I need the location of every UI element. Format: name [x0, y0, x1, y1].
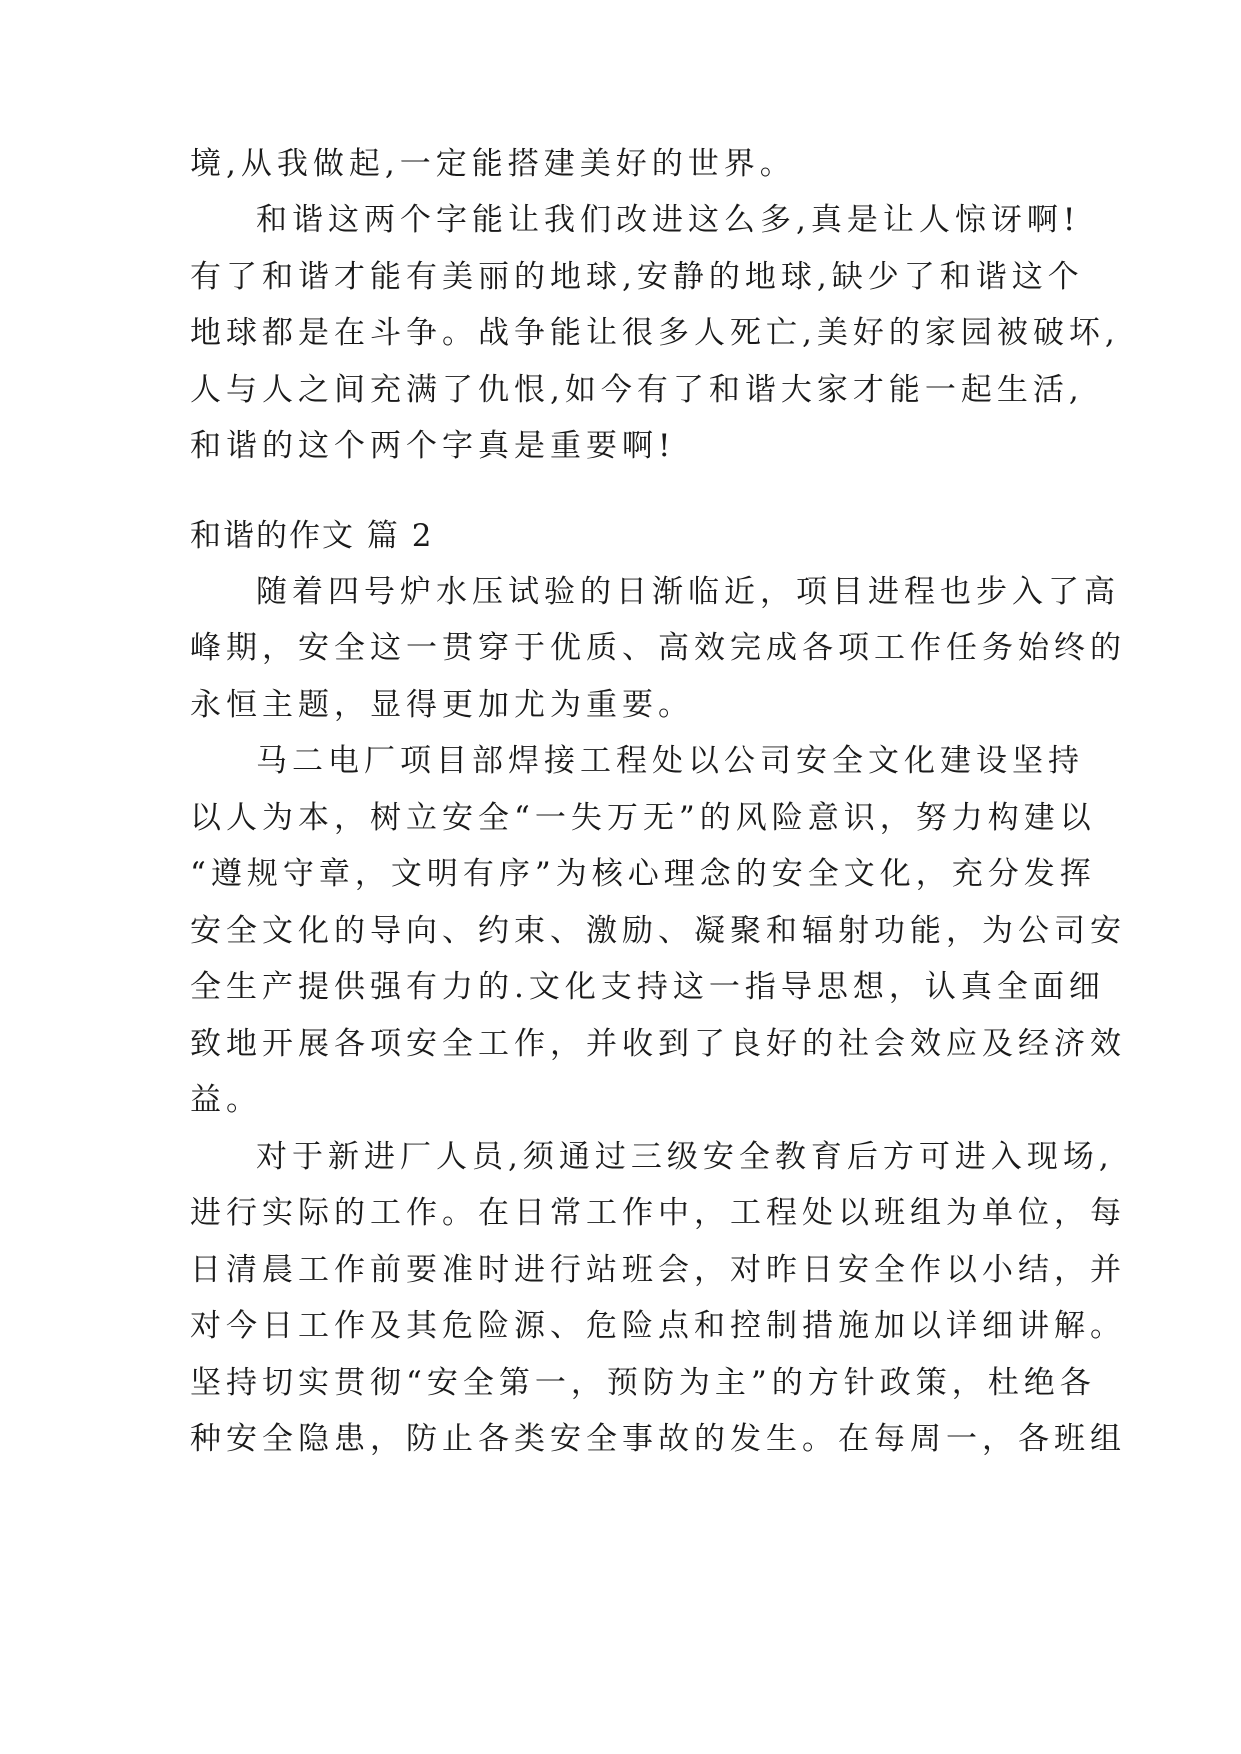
paragraph-line: 地球都是在斗争。战争能让很多人死亡,美好的家园被破坏,: [190, 315, 1120, 351]
paragraph-line: 马二电厂项目部焊接工程处以公司安全文化建设坚持: [256, 743, 1084, 779]
paragraph-line: 人与人之间充满了仇恨,如今有了和谐大家才能一起生活,: [190, 372, 1084, 408]
paragraph-line: 和谐这两个字能让我们改进这么多,真是让人惊讶啊!: [256, 202, 1081, 238]
paragraph-line: 随着四号炉水压试验的日渐临近，项目进程也步入了高: [256, 574, 1120, 610]
paragraph-line: 有了和谐才能有美丽的地球,安静的地球,缺少了和谐这个: [190, 259, 1084, 295]
paragraph-line: 和谐的这个两个字真是重要啊!: [190, 428, 676, 464]
paragraph-line: 境,从我做起,一定能搭建美好的世界。: [190, 146, 796, 182]
paragraph-line: 日清晨工作前要准时进行站班会，对昨日安全作以小结，并: [190, 1252, 1126, 1288]
paragraph-line: 种安全隐患，防止各类安全事故的发生。在每周一，各班组: [190, 1421, 1126, 1457]
paragraph-line: 峰期，安全这一贯穿于优质、高效完成各项工作任务始终的: [190, 630, 1126, 666]
paragraph-line: 全生产提供强有力的.文化支持这一指导思想，认真全面细: [190, 969, 1105, 1005]
paragraph-line: 对今日工作及其危险源、危险点和控制措施加以详细讲解。: [190, 1308, 1126, 1344]
paragraph-line: “遵规守章，文明有序”为核心理念的安全文化，充分发挥: [190, 856, 1096, 892]
document-page: [190, 0, 1126, 1754]
paragraph-line: 永恒主题，显得更加尤为重要。: [190, 687, 694, 723]
paragraph-line: 进行实际的工作。在日常工作中，工程处以班组为单位，每: [190, 1195, 1126, 1231]
paragraph-line: 致地开展各项安全工作，并收到了良好的社会效应及经济效: [190, 1026, 1126, 1062]
paragraph-line: 益。: [190, 1082, 262, 1118]
paragraph-line: 坚持切实贯彻“安全第一，预防为主”的方针政策，杜绝各: [190, 1365, 1096, 1401]
paragraph-line: 安全文化的导向、约束、激励、凝聚和辐射功能，为公司安: [190, 913, 1126, 949]
paragraph-line: 以人为本，树立安全“一失万无”的风险意识，努力构建以: [190, 800, 1096, 836]
paragraph-line: 对于新进厂人员,须通过三级安全教育后方可进入现场,: [256, 1139, 1114, 1175]
section-title: 和谐的作文 篇 2: [190, 518, 434, 554]
